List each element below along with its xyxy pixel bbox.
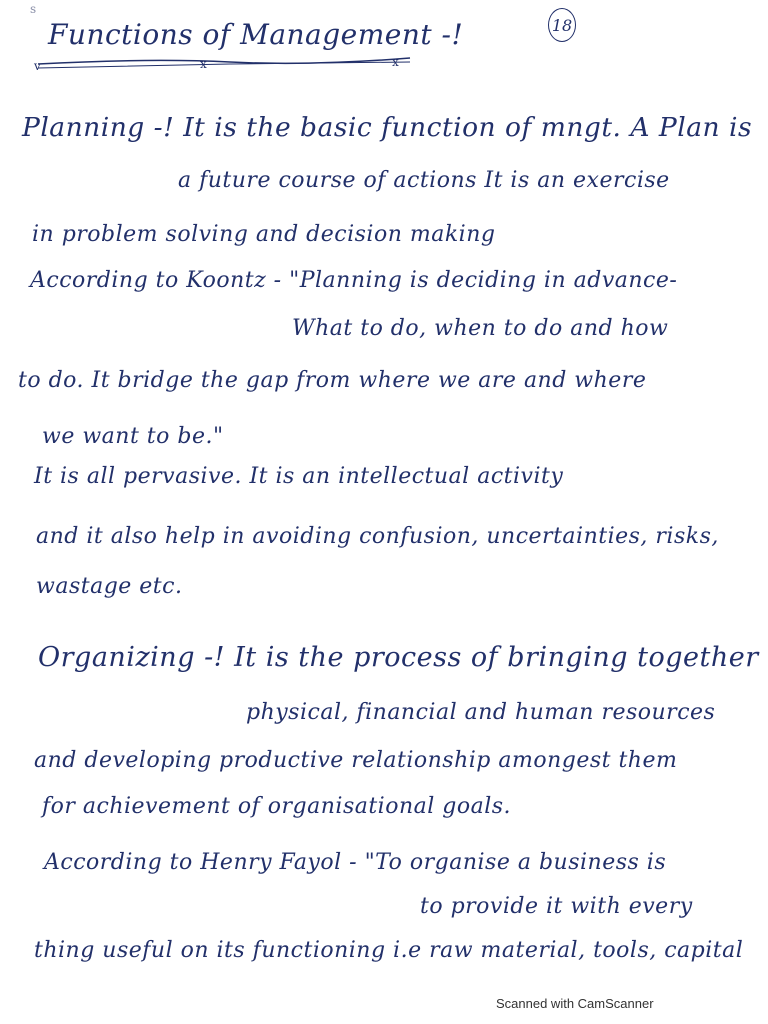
planning-line-10: wastage etc. (36, 574, 183, 599)
scanner-watermark: Scanned with CamScanner (496, 996, 654, 1011)
planning-line-4: According to Koontz - "Planning is deciding in advance- (30, 268, 678, 293)
planning-line-8: It is all pervasive. It is an intellectual activity (34, 464, 564, 489)
organizing-line-6: to provide it with every (420, 894, 693, 919)
corner-mark: s (30, 2, 37, 16)
svg-text:x: x (392, 55, 399, 69)
svg-text:x: x (200, 57, 207, 71)
planning-line-6: to do. It bridge the gap from where we are and where (18, 368, 647, 393)
page-title: Functions of Management -! (48, 18, 464, 51)
organizing-line-1: Organizing -! It is the process of bringing together (38, 642, 759, 673)
planning-line-2: a future course of actions It is an exercise (178, 168, 670, 193)
planning-line-7: we want to be." (42, 424, 224, 449)
organizing-line-7: thing useful on its functioning i.e raw material, tools, capital (34, 938, 744, 963)
title-underline (30, 54, 420, 74)
organizing-line-5: According to Henry Fayol - "To organise a business is (44, 850, 667, 875)
page-number-circle: 18 (548, 8, 576, 42)
svg-text:v: v (34, 59, 41, 73)
planning-line-9: and it also help in avoiding confusion, uncertainties, risks, (36, 524, 719, 549)
organizing-line-3: and developing productive relationship amongest them (34, 748, 678, 773)
organizing-line-4: for achievement of organisational goals. (42, 794, 512, 819)
organizing-line-2: physical, financial and human resources (246, 700, 716, 725)
planning-line-3: in problem solving and decision making (32, 222, 496, 247)
planning-line-1: Planning -! It is the basic function of mngt. A Plan is (22, 112, 753, 143)
planning-line-5: What to do, when to do and how (292, 316, 669, 341)
